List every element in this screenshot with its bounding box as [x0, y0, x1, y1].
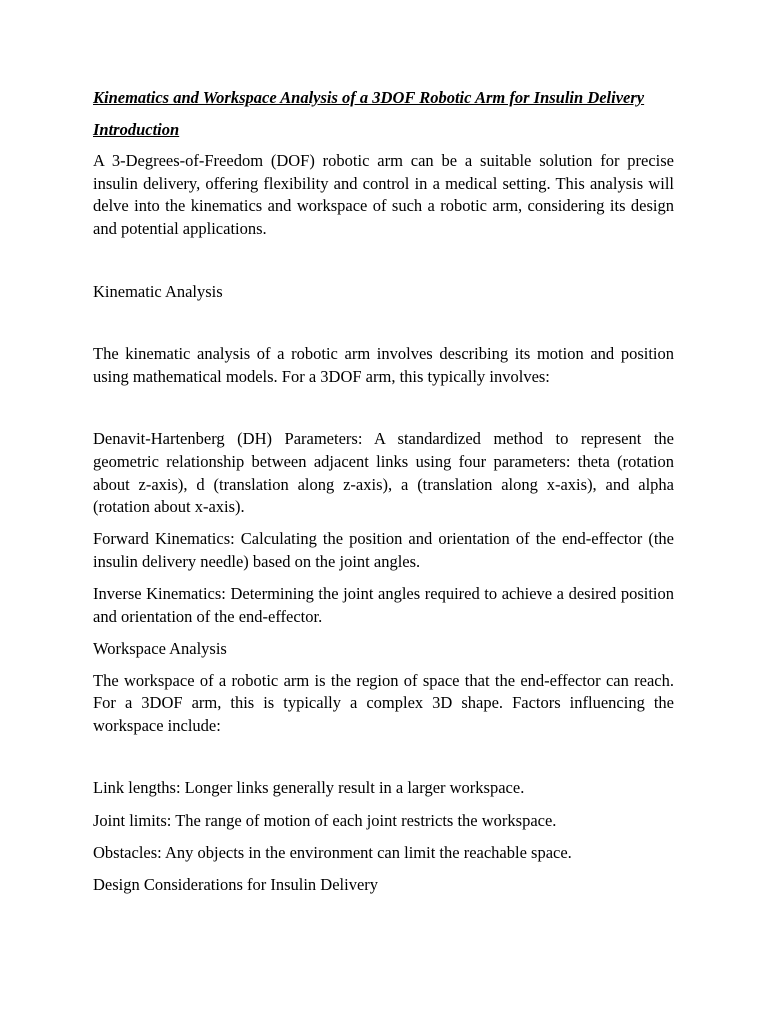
kinematic-analysis-paragraph: The kinematic analysis of a robotic arm involves describing its motion and position using mathematical models. For a 3DOF arm, this typically involves:	[93, 344, 674, 386]
workspace-analysis-heading: Workspace Analysis	[93, 638, 227, 658]
dh-parameters-item: Denavit-Hartenberg (DH) Parameters: A standardized method to represent the geometric relationship between adjacent links using four parameters: theta (rotation about z-axis), d (translation along z-axis), a (translation along x-axis), and alpha (rotation about x-axis).	[93, 429, 674, 517]
introduction-heading: Introduction	[93, 119, 180, 139]
joint-limits-item: Joint limits: The range of motion of each joint restricts the workspace.	[93, 810, 557, 830]
inverse-kinematics-item: Inverse Kinematics: Determining the joint angles required to achieve a desired position and orientation of the end-effector.	[93, 583, 674, 626]
design-considerations-heading: Design Considerations for Insulin Delivery	[93, 874, 379, 894]
forward-kinematics-item: Forward Kinematics: Calculating the position and orientation of the end-effector (the insulin delivery needle) based on the joint angles.	[93, 529, 674, 571]
introduction-paragraph: A 3-Degrees-of-Freedom (DOF) robotic arm can be a suitable solution for precise insulin delivery, offering flexibility and control in a medical setting. This analysis will delve into the kinematics and workspace of such a robotic arm, considering its design and potential applications.	[93, 151, 674, 238]
obstacles-item: Obstacles: Any objects in the environment can limit the reachable space.	[93, 842, 572, 862]
document-page	[93, 87, 674, 906]
document-title: Kinematics and Workspace Analysis of a 3DOF Robotic Arm for Insulin Delivery	[93, 88, 645, 107]
workspace-analysis-paragraph: The workspace of a robotic arm is the region of space that the end-effector can reach. For a 3DOF arm, this is typically a complex 3D shape. Factors influencing the workspace include:	[93, 670, 674, 735]
link-lengths-item: Link lengths: Longer links generally result in a larger workspace.	[93, 778, 525, 798]
kinematic-analysis-heading: Kinematic Analysis	[93, 281, 223, 301]
